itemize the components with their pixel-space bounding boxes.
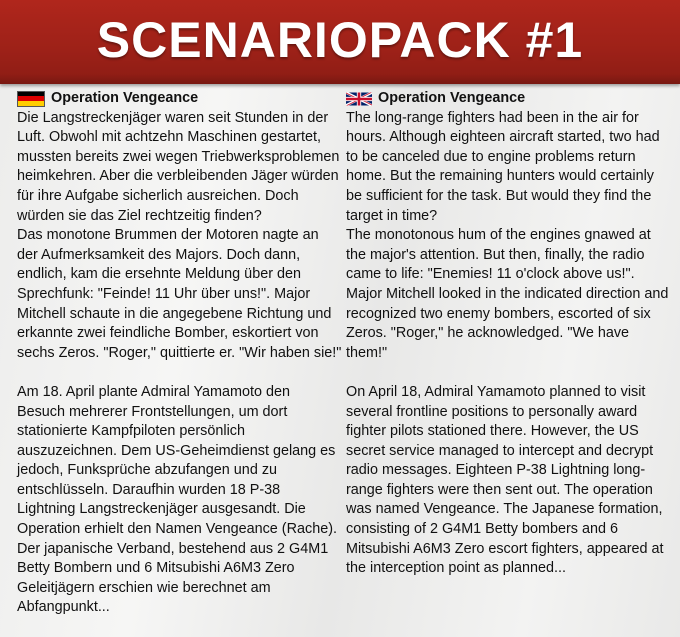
english-paragraph: The monotonous hum of the engines gnawed at the major's attention. But then, finally, the radio came to life: "Enemies! 11 o'clock above us!". Major Mitchell looked in the indicated direction and recognized two enemy bombers, escorted of six Zeros. "Roger," he acknowledged. "We have them!" <box>346 227 669 361</box>
german-paragraph: Am 18. April plante Admiral Yamamoto den Besuch mehrerer Frontstellungen, um dort stationierte Kampfpiloten persönlich auszuzeichnen. Dem US-Geheimdienst gelang es jedoch, Funksprüche abzufangen und zu entschlüsseln. Daraufhin wurden 18 P-38 Lightning Langstreckenjäger ausgesandt. Die Operation erhielt den Namen Vengeance (Rache). Der japanische Verband, bestehend aus 2 G4M1 Betty Bombern und 6 Mitsubishi A6M3 Zero Geleitjägern erschien wie berechnet am Abfangpunkt... <box>17 383 337 616</box>
german-column <box>17 89 342 618</box>
title-banner <box>0 0 680 84</box>
paragraph-gap <box>17 363 342 383</box>
german-heading-row <box>17 89 342 109</box>
english-column <box>346 89 672 579</box>
english-heading-row <box>346 89 672 109</box>
english-paragraph: On April 18, Admiral Yamamoto planned to visit several frontline positions to personally award fighter pilots stationed there. However, the US secret service managed to intercept and decrypt radio messages. Eighteen P-38 Lightning long-range fighters were then sent out. The operation was named Vengeance. The Japanese formation, consisting of 2 G4M1 Betty bombers and 6 Mitsubishi A6M3 Zero escort fighters, appeared at the interception point as planned... <box>346 383 664 577</box>
english-heading: Operation Vengeance <box>378 90 526 106</box>
germany-flag-icon <box>17 91 45 107</box>
uk-flag-icon <box>346 92 372 106</box>
banner-title: SCENARIOPACK #1 <box>96 12 584 68</box>
paragraph-gap <box>346 363 672 383</box>
german-heading: Operation Vengeance <box>51 90 199 106</box>
german-paragraph: Die Langstreckenjäger waren seit Stunden in der Luft. Obwohl mit achtzehn Maschinen gestartet, mussten bereits zwei wegen Triebwerksproblemen heimkehren. Aber die verbleibenden Jäger würden für ihre Aufgabe sicherlich ausreichen. Doch würden sie das Ziel rechtzeitig finden? <box>17 109 340 224</box>
english-paragraph: The long-range fighters had been in the air for hours. Although eighteen aircraft started, two had to be canceled due to engine problems return home. But the remaining hunters would certainly be sufficient for the task. But would they find the target in time? <box>346 109 660 224</box>
german-paragraph: Das monotone Brummen der Motoren nagte an der Aufmerksamkeit des Majors. Doch dann, endlich, kam die ersehnte Meldung über den Sprechfunk: "Feinde! 11 Uhr über uns!". Major Mitchell schaute in die angegebene Richtung und erkannte zwei feindliche Bomber, eskortiert von sechs Zeros. "Roger," quittierte er. "Wir haben sie!" <box>17 227 342 361</box>
